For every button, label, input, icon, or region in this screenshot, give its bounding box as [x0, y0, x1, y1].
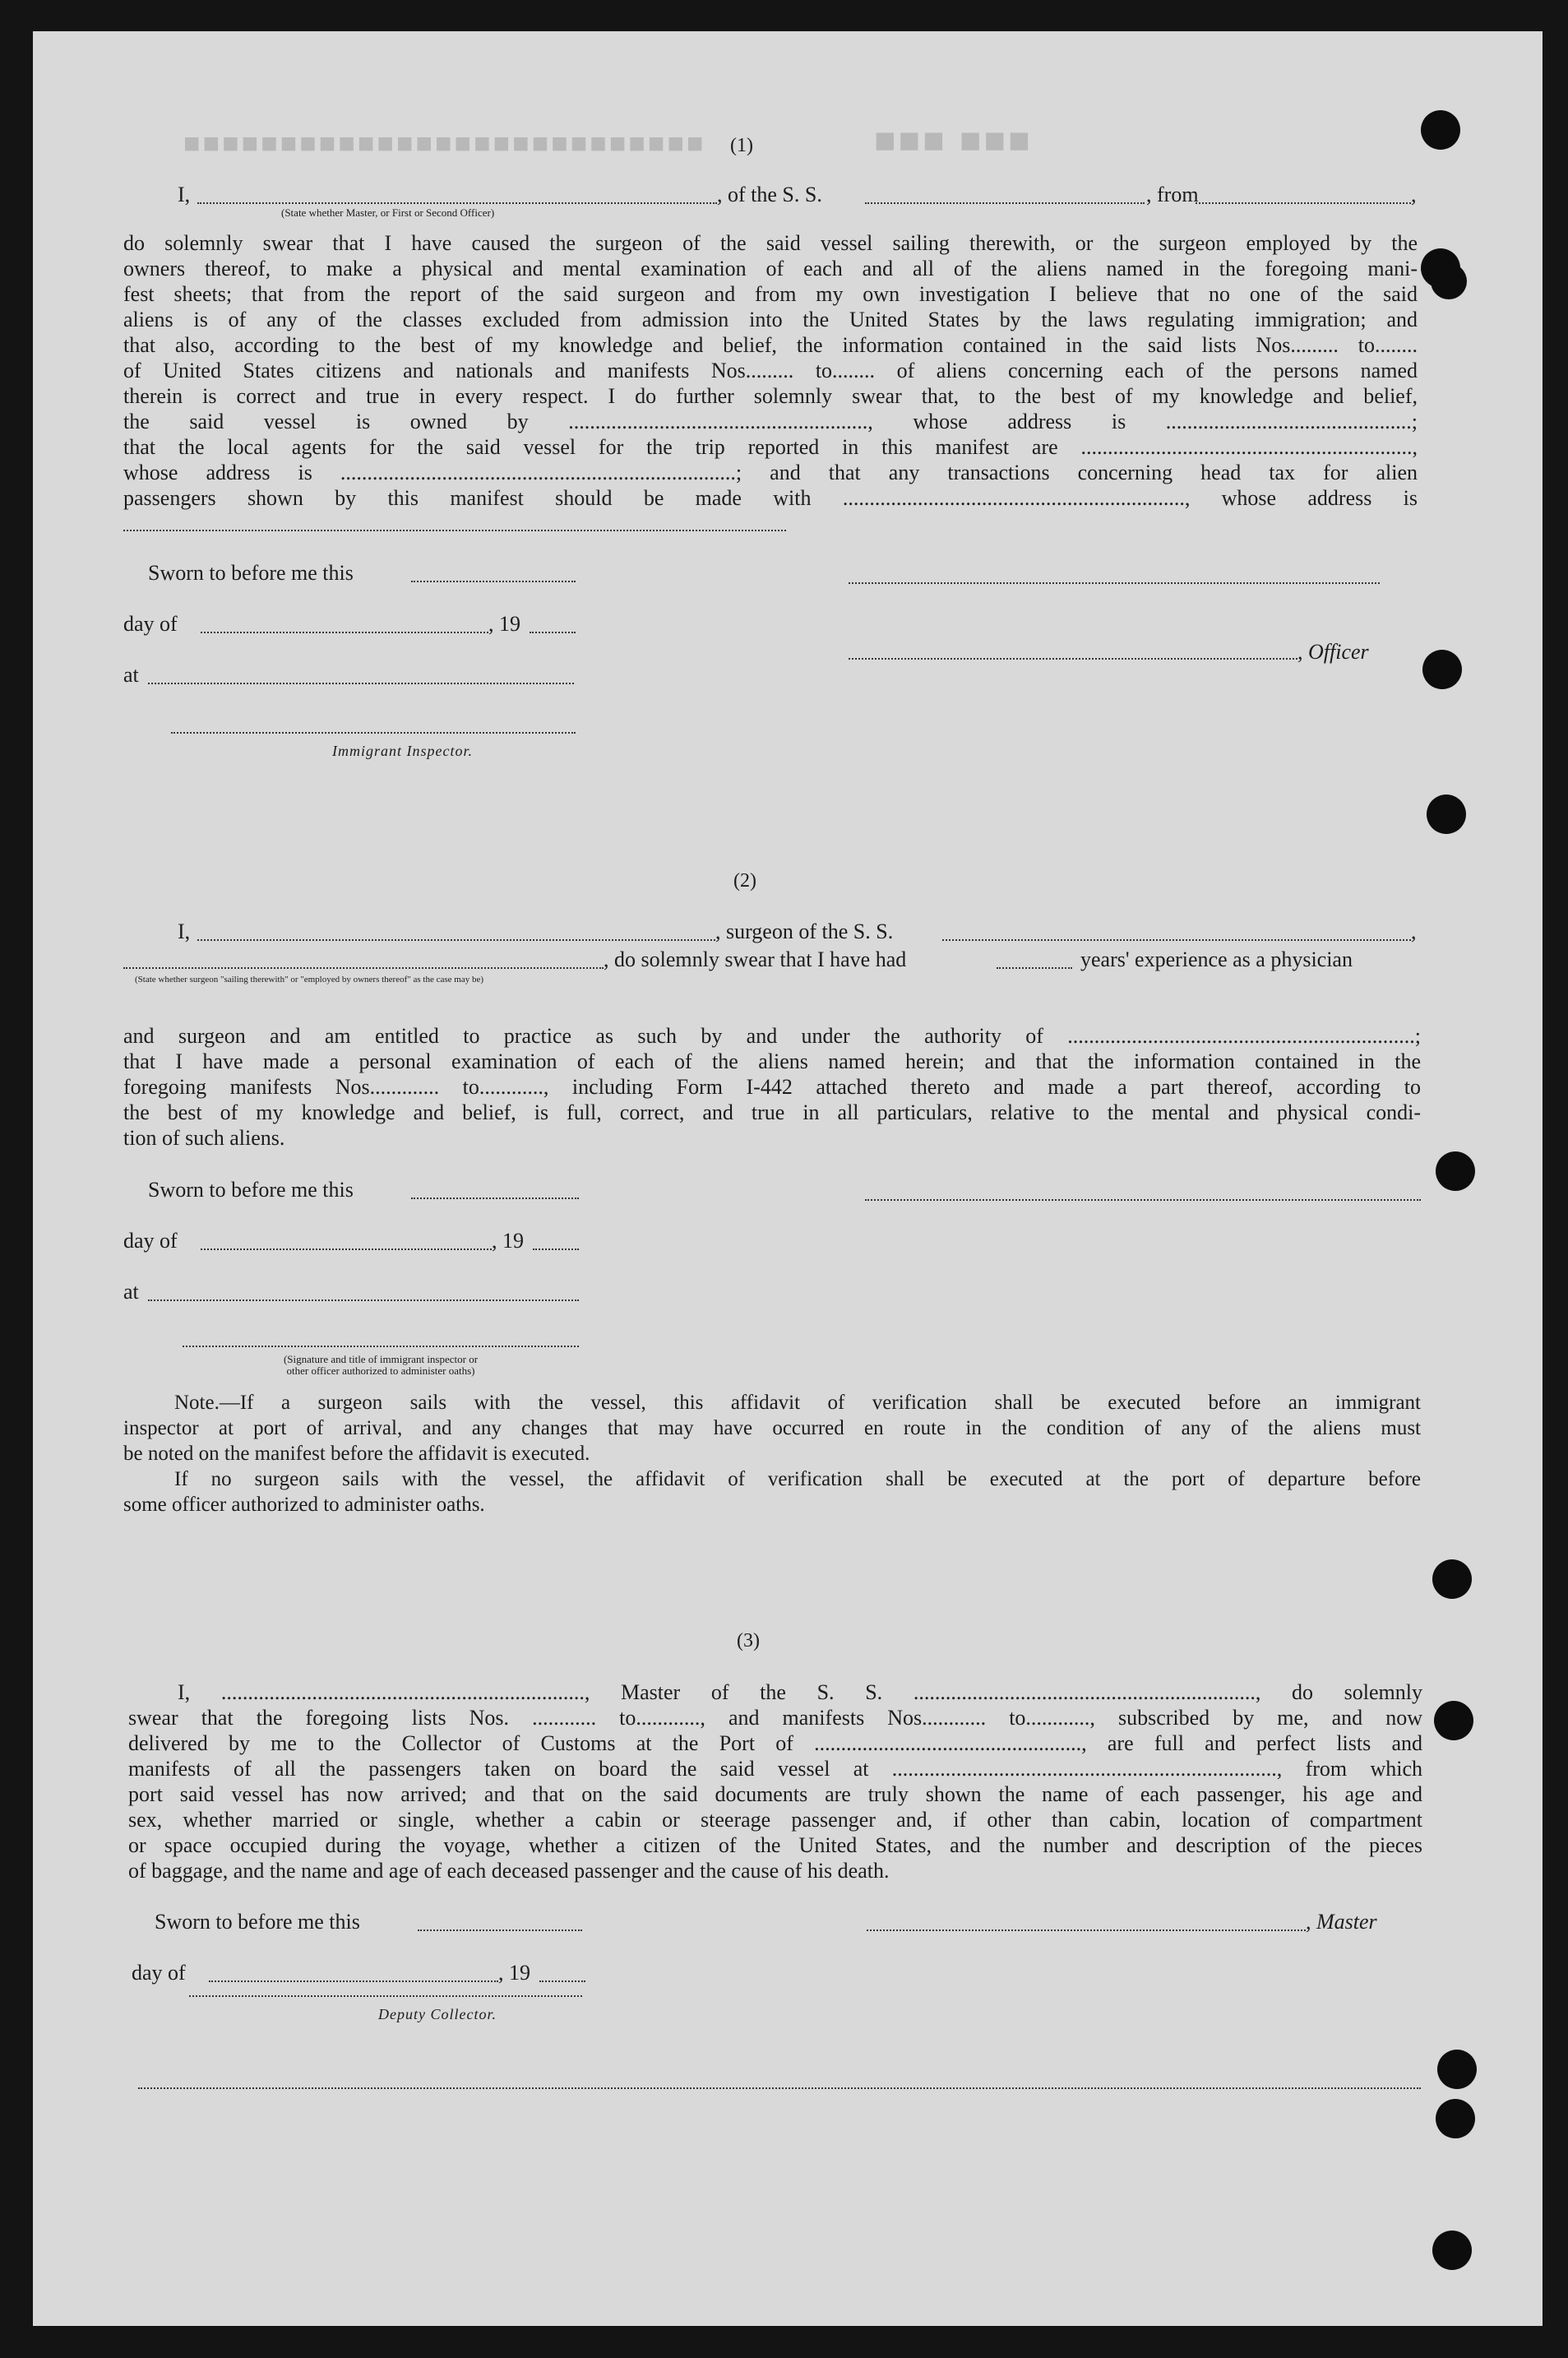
sworn-year-field[interactable]	[539, 1980, 585, 1982]
year-label: , 19	[498, 1961, 530, 1985]
officer-rank-caption: (State whether Master, or First or Second Officer)	[281, 206, 495, 219]
affidavit-1-line: therein is correct and true in every respect. I do further solemnly swear that, to the best of my knowledge and belief,	[123, 384, 1418, 408]
affidavit-2-line: foregoing manifests Nos............. to............, including Form I-442 attached thereto and made a part thereof, according to	[123, 1075, 1421, 1099]
at-label: at	[123, 1280, 139, 1304]
note-line: some officer authorized to administer oaths.	[123, 1494, 485, 1516]
section-1-i-label: I,	[178, 183, 191, 206]
collector-signature-line[interactable]	[189, 1995, 582, 1997]
sworn-place-field[interactable]	[148, 1299, 579, 1301]
affidavit-3-line: port said vessel has now arrived; and that on the said documents are truly shown the name of each passenger, his age and	[128, 1782, 1422, 1806]
punch-hole	[1437, 2050, 1477, 2089]
affidavit-3-line: sex, whether married or single, whether a cabin or steerage passenger and, if other than cabin, location of compartment	[128, 1808, 1422, 1832]
bleed-through-text: ■■■ ■■■	[872, 123, 1030, 163]
sworn-place-field[interactable]	[148, 683, 574, 684]
note-line: If no surgeon sails with the vessel, the affidavit of verification shall be executed at the port of departure before	[174, 1468, 1421, 1490]
master-signature-line[interactable]	[867, 1929, 1306, 1931]
punch-hole	[1432, 1559, 1472, 1599]
affidavit-1-line: that also, according to the best of my knowledge and belief, the information contained in the said lists Nos......... to........	[123, 333, 1418, 357]
sworn-month-field[interactable]	[201, 1248, 492, 1250]
note-line: inspector at port of arrival, and any changes that may have occurred en route in the condition of any of the aliens must	[123, 1417, 1421, 1439]
comma: ,	[1411, 920, 1417, 943]
authorized-officer-signature-line[interactable]	[183, 1346, 579, 1347]
surgeon-status-caption: (State whether surgeon "sailing therewith" or "employed by owners thereof" as the case may be)	[135, 975, 484, 984]
surgeon-status-field[interactable]	[123, 967, 604, 969]
punch-hole	[1432, 2231, 1472, 2270]
year-label: , 19	[492, 1229, 524, 1253]
surgeon-of-ss-label: , surgeon of the S. S.	[715, 920, 894, 943]
section-2-i-label: I,	[178, 920, 191, 943]
year-label: , 19	[488, 612, 520, 636]
note-line: be noted on the manifest before the affidavit is executed.	[123, 1443, 590, 1465]
affidavit-1-line: fest sheets; that from the report of the said surgeon and from my own investigation I believe that no one of the said	[123, 282, 1418, 306]
surgeon-vessel-field[interactable]	[942, 939, 1411, 941]
form-page	[33, 31, 1543, 2326]
punch-hole	[1436, 1151, 1475, 1191]
master-label: , Master	[1306, 1910, 1377, 1934]
punch-hole	[1422, 650, 1462, 689]
punch-hole	[1434, 1701, 1473, 1740]
surgeon-signature-line[interactable]	[865, 1199, 1421, 1201]
sworn-date-field[interactable]	[411, 1198, 579, 1199]
affidavit-3-line: I, ...................................................................., Master of the S. S. ................................................................, do solemnly	[178, 1680, 1422, 1704]
head-tax-address-field[interactable]	[123, 530, 786, 531]
authorized-officer-caption: other officer authorized to administer oaths)	[286, 1364, 475, 1377]
sworn-month-field[interactable]	[201, 632, 488, 633]
sworn-label: Sworn to before me this	[148, 1178, 354, 1202]
affidavit-3-line: swear that the foregoing lists Nos. ............ to............, and manifests Nos............ to............, subscribed by me, and now	[128, 1706, 1422, 1730]
punch-hole	[1436, 2099, 1475, 2138]
affidavit-2-line: that I have made a personal examination of each of the aliens named herein; and that the information contained in the	[123, 1049, 1421, 1073]
bleed-through-text: ■■■■■■■■■■■■■■■■■■■■■■■■■■■	[181, 129, 704, 160]
day-of-label: day of	[132, 1961, 186, 1985]
affidavit-3-line: or space occupied during the voyage, whether a citizen of the United States, and the number and description of the pieces	[128, 1833, 1422, 1857]
officer-rank-field[interactable]	[197, 202, 717, 204]
affidavit-1-line: whose address is ..........................................................................; and that any transactions concerning head tax for alien	[123, 461, 1418, 484]
affidavit-3-line: delivered by me to the Collector of Customs at the Port of .................................................., are full and perfect lists and	[128, 1731, 1422, 1755]
collector-caption: Deputy Collector.	[378, 2006, 497, 2022]
vessel-name-field[interactable]	[865, 202, 1145, 204]
departure-port-field[interactable]	[1196, 202, 1411, 204]
bottom-rule	[138, 2087, 1421, 2089]
comma: ,	[1411, 183, 1417, 206]
officer-label: , Officer	[1297, 640, 1369, 664]
sworn-year-field[interactable]	[530, 632, 576, 633]
from-label: , from	[1146, 183, 1199, 206]
years-experience-label: years' experience as a physician	[1080, 947, 1353, 971]
sworn-label: Sworn to before me this	[155, 1910, 360, 1934]
years-experience-field[interactable]	[997, 967, 1072, 969]
affidavit-1-line: passengers shown by this manifest should be made with ................................................................, whose address is	[123, 486, 1418, 510]
section-3-number: (3)	[737, 1630, 760, 1652]
punch-hole	[1421, 110, 1460, 150]
affidavit-1-line: the said vessel is owned by ........................................................, whose address is ..............................................;	[123, 410, 1418, 433]
affidavit-1-line: do solemnly swear that I have caused the surgeon of the said vessel sailing therewith, or the surgeon employed by the	[123, 231, 1418, 255]
note-line: Note.—If a surgeon sails with the vessel, this affidavit of verification shall be executed before an immigrant	[174, 1392, 1421, 1414]
day-of-label: day of	[123, 1229, 178, 1253]
affidavit-1-line: aliens is of any of the classes excluded from admission into the United States by the laws regulating immigration; and	[123, 308, 1418, 331]
sworn-year-field[interactable]	[533, 1248, 579, 1250]
affidavit-1-line: owners thereof, to make a physical and mental examination of each and all of the aliens named in the foregoing mani-	[123, 257, 1418, 280]
affidavit-2-line: the best of my knowledge and belief, is full, correct, and true in all particulars, relative to the mental and physical condi-	[123, 1100, 1421, 1124]
do-solemnly-swear-label: , do solemnly swear that I have had	[604, 947, 907, 971]
authorized-officer-caption: (Signature and title of immigrant inspector or	[283, 1353, 479, 1365]
inspector-signature-line[interactable]	[171, 732, 576, 734]
officer-name-field[interactable]	[849, 658, 1297, 660]
affidavit-1-line: that the local agents for the said vessel for the trip reported in this manifest are ..............................................................,	[123, 435, 1418, 459]
punch-hole	[1427, 794, 1466, 834]
affidavit-3-line: of baggage, and the name and age of each deceased passenger and the cause of his death.	[128, 1859, 890, 1883]
sworn-date-field[interactable]	[418, 1929, 582, 1931]
of-the-ss-label: , of the S. S.	[717, 183, 822, 206]
sworn-month-field[interactable]	[209, 1980, 498, 1982]
affidavit-2-line: and surgeon and am entitled to practice as such by and under the authority of .................................................................;	[123, 1024, 1421, 1048]
sworn-label: Sworn to before me this	[148, 561, 354, 585]
day-of-label: day of	[123, 612, 178, 636]
officer-signature-line[interactable]	[849, 582, 1380, 584]
surgeon-name-field[interactable]	[197, 939, 715, 941]
affidavit-1-line: of United States citizens and nationals and manifests Nos......... to........ of aliens concerning each of the persons named	[123, 359, 1418, 382]
inspector-caption: Immigrant Inspector.	[332, 743, 473, 759]
sworn-date-field[interactable]	[411, 581, 576, 582]
affidavit-2-line: tion of such aliens.	[123, 1126, 285, 1150]
affidavit-3-line: manifests of all the passengers taken on board the said vessel at ........................................................................, from which	[128, 1757, 1422, 1781]
section-1-number: (1)	[730, 135, 753, 156]
at-label: at	[123, 663, 139, 687]
punch-hole	[1431, 263, 1467, 299]
section-2-number: (2)	[733, 870, 756, 892]
